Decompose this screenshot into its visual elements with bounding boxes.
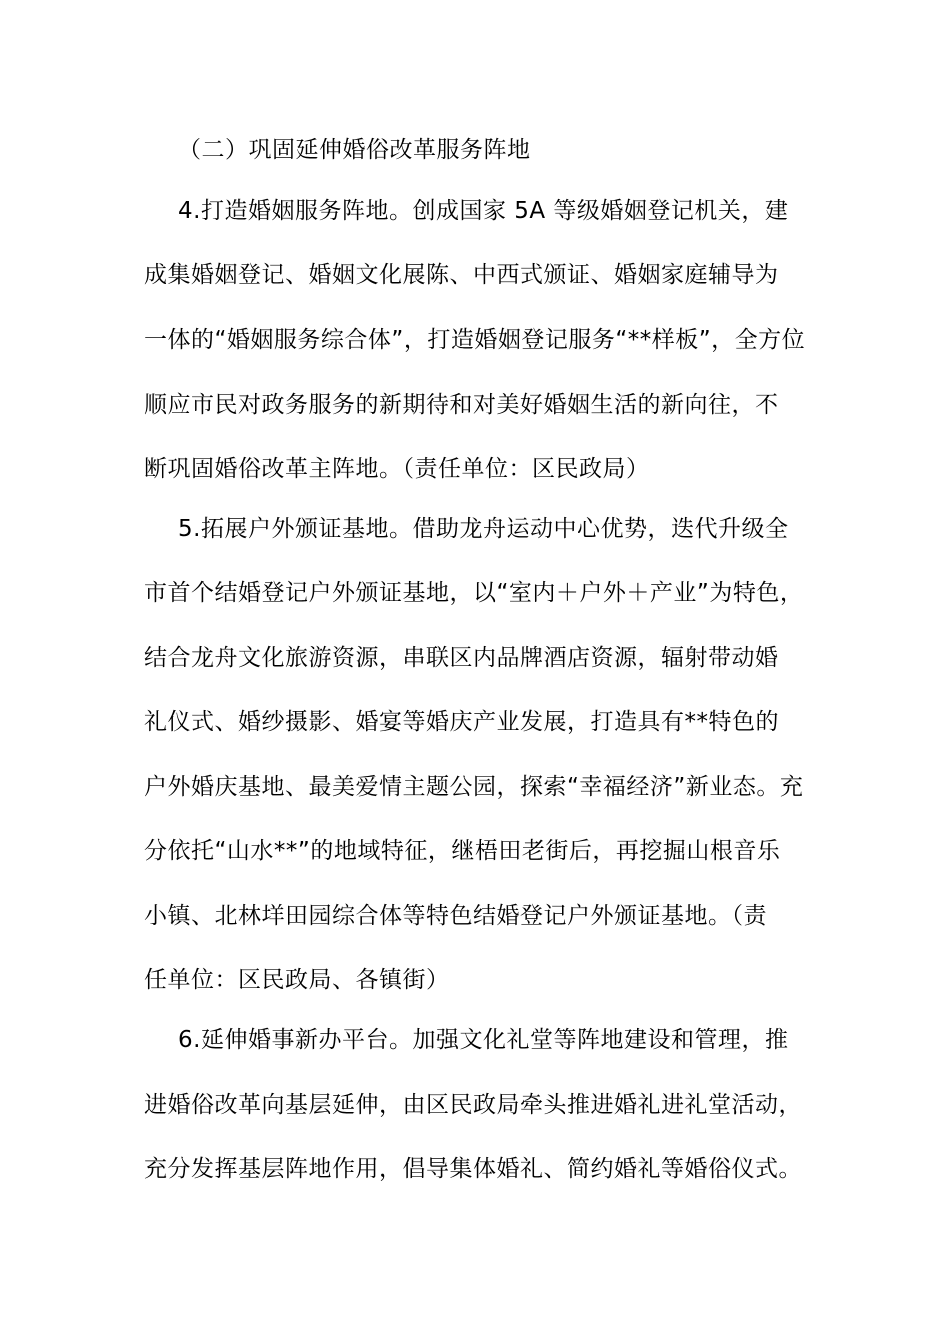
paragraph-4-line-5: 断巩固婚俗改革主阵地。（责任单位：区民政局）: [144, 456, 650, 482]
paragraph-5-line-3: 结合龙舟文化旅游资源，串联区内品牌酒店资源，辐射带动婚: [144, 645, 779, 671]
paragraph-5-line-2: 市首个结婚登记户外颁证基地，以“室内＋户外＋产业”为特色，: [144, 580, 804, 606]
paragraph-5-line-4: 礼仪式、婚纱摄影、婚宴等婚庆产业发展，打造具有**特色的: [144, 709, 779, 735]
paragraph-4-line-2: 成集婚姻登记、婚姻文化展陈、中西式颁证、婚姻家庭辅导为: [144, 262, 779, 288]
paragraph-6-line-3: 充分发挥基层阵地作用，倡导集体婚礼、简约婚礼等婚俗仪式。: [144, 1156, 802, 1182]
section-heading: （二）巩固延伸婚俗改革服务阵地: [178, 137, 531, 163]
paragraph-4-line-3: 一体的“婚姻服务综合体”，打造婚姻登记服务“**样板”，全方位: [144, 327, 806, 353]
paragraph-5-line-7: 小镇、北林垟田园综合体等特色结婚登记户外颁证基地。（责: [144, 903, 767, 929]
paragraph-4-line-4: 顺应市民对政务服务的新期待和对美好婚姻生活的新向往，不: [144, 392, 779, 418]
paragraph-5-line-8: 任单位：区民政局、各镇街）: [144, 967, 450, 993]
paragraph-5-line-6: 分依托“山水**”的地域特征，继梧田老街后，再挖掘山根音乐: [144, 838, 781, 864]
paragraph-4-line-1: 4.打造婚姻服务阵地。创成国家 5A 等级婚姻登记机关，建: [178, 198, 789, 224]
paragraph-6-line-1: 6.延伸婚事新办平台。加强文化礼堂等阵地建设和管理，推: [178, 1027, 789, 1053]
paragraph-5-line-5: 户外婚庆基地、最美爱情主题公园，探索“幸福经济”新业态。充: [144, 774, 804, 800]
paragraph-5-line-1: 5.拓展户外颁证基地。借助龙舟运动中心优势，迭代升级全: [178, 516, 789, 542]
paragraph-6-line-2: 进婚俗改革向基层延伸，由区民政局牵头推进婚礼进礼堂活动，: [144, 1092, 802, 1118]
